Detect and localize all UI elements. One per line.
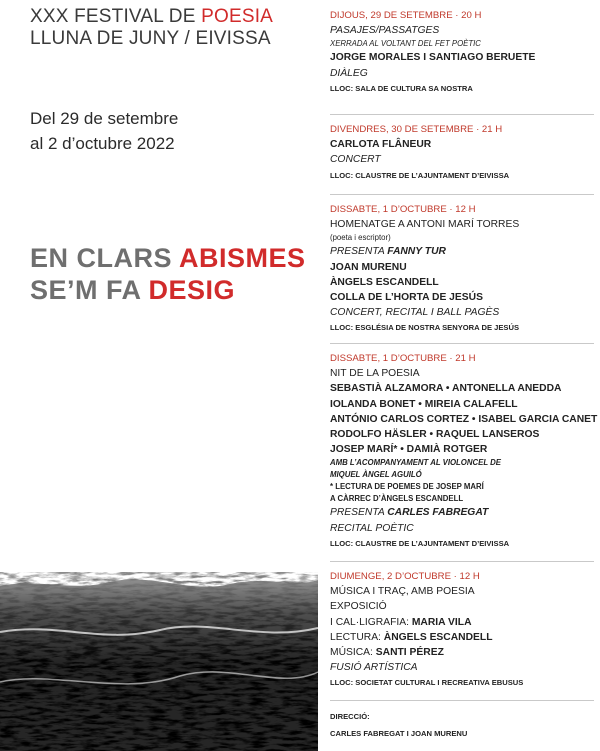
event-5-calligrapher: MARIA VILA xyxy=(411,616,472,628)
slogan-1a: EN CLARS xyxy=(30,243,180,273)
event-5-music-label: MÚSICA: xyxy=(330,647,376,659)
event-3 xyxy=(330,194,594,343)
event-4-footnote-1: * LECTURA DE POEMES DE JOSEP MARÍ xyxy=(330,482,484,492)
slogan-1b: ABISMES xyxy=(179,243,306,273)
event-4-poets-3: ANTÓNIO CARLOS CORTEZ • ISABEL GARCIA CANET xyxy=(330,413,598,425)
program xyxy=(330,0,598,741)
event-5-musician: SANTI PÉREZ xyxy=(375,647,444,659)
event-5-date: DIUMENGE, 2 D’OCTUBRE · 12 H xyxy=(330,571,480,582)
event-5-format: FUSIÓ ARTÍSTICA xyxy=(330,662,418,674)
credits xyxy=(330,700,594,741)
event-1 xyxy=(330,0,594,114)
event-3-participant-2: ÀNGELS ESCANDELL xyxy=(330,276,439,288)
event-2-venue: LLOC: CLAUSTRE DE L’AJUNTAMENT D’EIVISSA xyxy=(330,170,510,180)
event-4-presenter: CARLES FABREGAT xyxy=(387,507,489,519)
event-5 xyxy=(330,561,594,700)
event-5-calligraphy-label: I CAL·LIGRAFIA: xyxy=(330,616,412,628)
event-4 xyxy=(330,343,598,561)
event-3-participant-3: COLLA DE L’HORTA DE JESÚS xyxy=(330,292,483,304)
slogan-2a: SE’M FA xyxy=(30,275,149,305)
event-4-venue: LLOC: CLAUSTRE DE L’AJUNTAMENT D’EIVISSA xyxy=(330,538,510,548)
event-4-poets-2: IOLANDA BONET • MIREIA CALAFELL xyxy=(330,398,518,410)
event-1-title: PASAJES/PASSATGES xyxy=(330,25,440,37)
event-1-venue: LLOC: SALA DE CULTURA SA NOSTRA xyxy=(330,83,473,93)
event-1-subtitle: XERRADA AL VOLTANT DEL FET POÈTIC xyxy=(330,39,481,49)
event-1-format: DIÀLEG xyxy=(330,67,368,79)
event-3-venue: LLOC: ESGLÉSIA DE NOSTRA SENYORA DE JESÚS xyxy=(330,323,520,333)
event-3-note: (poeta i escriptor) xyxy=(330,233,391,243)
event-5-venue: LLOC: SOCIETAT CULTURAL I RECREATIVA EBUSUS xyxy=(330,678,524,688)
festival-dates xyxy=(30,106,178,156)
festival-title-accent: POESIA xyxy=(201,6,274,27)
event-5-reading-label: LECTURA: xyxy=(330,631,384,643)
festival-title xyxy=(30,6,273,50)
credits-label: DIRECCIÓ: xyxy=(330,712,370,721)
dates-line-1: Del 29 de setembre xyxy=(30,109,179,128)
event-4-poets-1: SEBASTIÀ ALZAMORA • ANTONELLA ANEDDA xyxy=(330,383,562,395)
event-4-cellist: MIQUEL ÀNGEL AGUILÓ xyxy=(330,470,422,480)
event-4-poets-5: JOSEP MARÍ* • DAMIÀ ROTGER xyxy=(330,444,488,456)
event-4-accompaniment: AMB L’ACOMPANYAMENT AL VIOLONCEL DE xyxy=(330,458,501,468)
dates-line-2: al 2 d’octubre 2022 xyxy=(30,134,175,153)
event-5-exhibit: EXPOSICIÓ xyxy=(330,601,387,613)
event-3-presenter: FANNY TUR xyxy=(387,246,446,258)
event-3-date: DISSABTE, 1 D’OCTUBRE · 12 H xyxy=(330,204,476,215)
event-3-presenter-label: PRESENTA xyxy=(330,246,388,258)
festival-title-prefix: XXX FESTIVAL DE xyxy=(30,6,202,27)
slogan-2b: DESIG xyxy=(148,275,236,305)
sea-waves-image xyxy=(0,572,318,751)
event-4-title: NIT DE LA POESIA xyxy=(330,368,420,380)
event-4-format: RECITAL POÈTIC xyxy=(330,522,414,534)
event-5-reader: ÀNGELS ESCANDELL xyxy=(383,631,493,643)
event-1-participants: JORGE MORALES I SANTIAGO BERUETE xyxy=(330,52,536,64)
event-2-title: CARLOTA FLÂNEUR xyxy=(330,139,432,151)
event-2 xyxy=(330,114,594,194)
event-3-title: HOMENATGE A ANTONI MARÍ TORRES xyxy=(330,219,520,231)
event-2-format: CONCERT xyxy=(330,154,381,166)
credits-names: CARLES FABREGAT I JOAN MURENU xyxy=(330,729,468,738)
event-3-participant-1: JOAN MURENU xyxy=(330,261,407,273)
event-4-poets-4: RODOLFO HÄSLER • RAQUEL LANSEROS xyxy=(330,429,540,441)
festival-location: LLUNA DE JUNY / EIVISSA xyxy=(30,28,271,49)
event-4-date: DISSABTE, 1 D’OCTUBRE · 21 H xyxy=(330,353,476,364)
event-5-title: MÚSICA I TRAÇ, AMB POESIA xyxy=(330,586,475,598)
slogan xyxy=(30,242,306,306)
event-2-date: DIVENDRES, 30 DE SETEMBRE · 21 H xyxy=(330,124,503,135)
event-3-format: CONCERT, RECITAL I BALL PAGÈS xyxy=(330,307,500,319)
event-4-presenter-label: PRESENTA xyxy=(330,507,388,519)
event-1-date: DIJOUS, 29 DE SETEMBRE · 20 H xyxy=(330,10,482,21)
event-4-footnote-2: A CÀRREC D’ÀNGELS ESCANDELL xyxy=(330,494,464,504)
